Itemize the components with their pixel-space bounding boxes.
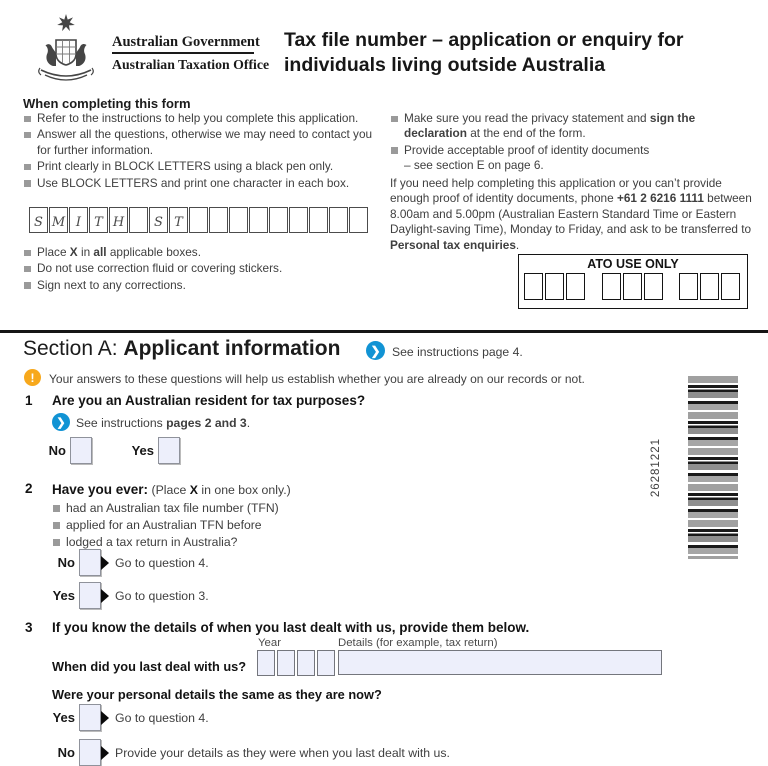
section-a-instruction: See instructions page 4. xyxy=(392,345,523,359)
ato-code-box xyxy=(524,273,543,300)
section-a-heading xyxy=(23,337,340,361)
details-label: Details (for example, tax return) xyxy=(338,637,498,649)
q1-text: Are you an Australian resident for tax purposes? xyxy=(52,393,366,408)
q3-when-label: When did you last deal with us? xyxy=(52,659,247,674)
list-item xyxy=(23,278,375,293)
list-item xyxy=(23,127,375,158)
bullet-text: Make sure you read the privacy statement and xyxy=(404,111,650,125)
ato-code-box xyxy=(602,273,621,300)
q1-instruction-text: . xyxy=(246,416,251,430)
year-boxes xyxy=(257,650,337,676)
q2-title xyxy=(52,481,291,499)
section-divider xyxy=(0,330,768,333)
q1-no-checkbox[interactable] xyxy=(70,437,92,464)
ato-code-box xyxy=(679,273,698,300)
q2-title-rest: (Place xyxy=(148,483,190,497)
example-char-box: H xyxy=(109,207,128,233)
q2-no-checkbox[interactable] xyxy=(79,549,101,576)
bullet-square-icon xyxy=(391,116,398,123)
when-completing-heading: When completing this form xyxy=(23,96,191,111)
list-item xyxy=(52,517,412,533)
q3-yes-row xyxy=(45,704,209,731)
q1-instruction xyxy=(76,416,250,430)
bullet-square-icon xyxy=(24,132,31,139)
example-char-box xyxy=(329,207,348,233)
ato-code-box xyxy=(566,273,585,300)
bullet-text: Place xyxy=(37,245,70,259)
bullet-text: Refer to the instructions to help you complete this application. xyxy=(37,111,359,125)
q1-options-row xyxy=(38,437,180,464)
example-char-box xyxy=(269,207,288,233)
privacy-instructions-list xyxy=(390,111,734,175)
warning-icon: ! xyxy=(24,369,41,386)
q3-number: 3 xyxy=(25,620,33,635)
details-field[interactable] xyxy=(338,650,662,675)
bullet-text: Provide acceptable proof of identity documents xyxy=(404,142,650,157)
goto-arrow-icon xyxy=(101,556,109,570)
q1-no-label: No xyxy=(48,443,66,458)
year-label: Year xyxy=(258,637,282,649)
list-item xyxy=(23,111,375,126)
goto-arrow-icon xyxy=(101,589,109,603)
example-character-boxes xyxy=(29,207,369,233)
ato-use-only-label: ATO USE ONLY xyxy=(587,257,679,271)
ato-box-group xyxy=(602,273,665,300)
example-char-box: S xyxy=(29,207,48,233)
q1-instructions-icon: ❯ xyxy=(52,413,70,431)
year-digit-box[interactable] xyxy=(297,650,315,676)
q1-instruction-bold: pages 2 and 3 xyxy=(166,416,247,430)
bullet-text-bold: sign the declaration xyxy=(404,111,696,141)
ato-box-group xyxy=(679,273,742,300)
example-char-box xyxy=(189,207,208,233)
bullet-square-icon xyxy=(53,505,60,512)
ato-code-box xyxy=(644,273,663,300)
ato-code-box xyxy=(700,273,719,300)
government-wordmark: Australian Government xyxy=(112,34,260,50)
q2-yes-row xyxy=(45,582,209,609)
example-char-box xyxy=(249,207,268,233)
bullet-square-icon xyxy=(24,180,31,187)
ato-code-box xyxy=(623,273,642,300)
q2-no-row xyxy=(45,549,209,576)
list-item xyxy=(390,143,734,174)
see-instructions-icon: ❯ xyxy=(366,341,385,360)
barcode xyxy=(688,376,738,559)
coat-of-arms-icon xyxy=(26,10,106,90)
list-item xyxy=(23,176,375,191)
bullet-square-icon xyxy=(24,250,31,257)
ato-box-groups xyxy=(519,271,747,300)
bullet-text-bold: X xyxy=(69,245,78,259)
bullet-text: Use BLOCK LETTERS and print one character in each box. xyxy=(37,175,350,190)
q1-number: 1 xyxy=(25,393,33,408)
list-item xyxy=(23,245,375,260)
form-title xyxy=(284,28,754,77)
help-paragraph xyxy=(390,176,756,253)
ato-use-only-box xyxy=(518,254,748,309)
example-char-box: T xyxy=(169,207,188,233)
goto-arrow-icon xyxy=(101,746,109,760)
list-item xyxy=(390,111,734,142)
example-char-box: T xyxy=(89,207,108,233)
agency-wordmark: Australian Taxation Office xyxy=(112,57,270,72)
q2-title-bold: Have you ever: xyxy=(52,482,149,497)
form-title-line1: Tax file number – application or enquiry for xyxy=(284,29,684,51)
bullet-text: lodged a tax return in Australia? xyxy=(66,535,238,550)
example-char-box: M xyxy=(49,207,68,233)
q2-criteria-list xyxy=(52,500,412,552)
example-char-box xyxy=(309,207,328,233)
help-text: between 8.00am and 5.00pm (Australian Eastern Standard Time or Eastern Daylight-saving Time), Monday to Friday, and ask to be transferred to xyxy=(390,191,752,237)
q1-yes-checkbox[interactable] xyxy=(158,437,180,464)
bullet-text: Do not use correction fluid or covering stickers. xyxy=(37,261,283,276)
bullet-square-icon xyxy=(53,522,60,529)
year-digit-box[interactable] xyxy=(277,650,295,676)
year-digit-box[interactable] xyxy=(257,650,275,676)
bullet-text: – see section E on page 6. xyxy=(404,158,544,173)
list-item xyxy=(23,261,375,276)
q2-number: 2 xyxy=(25,481,33,496)
bullet-text-bold: all xyxy=(93,245,107,259)
q1-yes-label: Yes xyxy=(131,443,154,458)
help-text: . xyxy=(515,237,520,252)
q3-same-question: Were your personal details the same as they are now? xyxy=(52,687,382,702)
barcode-number: 26281221 xyxy=(650,437,662,498)
q3-yes-label: Yes xyxy=(52,710,75,725)
q3-text: If you know the details of when you last dealt with us, provide them below. xyxy=(52,620,530,635)
form-title-line2: individuals living outside Australia xyxy=(284,53,606,76)
bullet-square-icon xyxy=(24,164,31,171)
bullet-text: applied for an Australian TFN before xyxy=(66,518,262,533)
example-char-box xyxy=(289,207,308,233)
q1-instruction-text: See instructions xyxy=(76,416,167,430)
bullet-text: applicable boxes. xyxy=(106,245,201,259)
wordmark-divider xyxy=(112,52,254,54)
q2-no-label: No xyxy=(57,555,75,570)
q2-yes-label: Yes xyxy=(52,588,75,603)
q2-yes-checkbox[interactable] xyxy=(79,582,101,609)
ato-code-box xyxy=(545,273,564,300)
list-item xyxy=(23,159,375,174)
bullet-text: Answer all the questions, otherwise we may need to contact you for further information. xyxy=(37,127,373,157)
help-text-bold: Personal tax enquiries xyxy=(390,237,516,252)
help-phone-number: +61 2 6216 1111 xyxy=(616,191,704,206)
bullet-text: Print clearly in BLOCK LETTERS using a black pen only. xyxy=(37,159,334,174)
bullet-square-icon xyxy=(24,282,31,289)
help-text: If you need help completing this application or you can’t provide enough proof of identity documents, phone xyxy=(390,176,722,206)
example-char-box xyxy=(229,207,248,233)
q3-no-checkbox[interactable] xyxy=(79,739,101,766)
example-char-box: I xyxy=(69,207,88,233)
bullet-text: at the end of the form. xyxy=(466,126,586,141)
q2-no-action: Go to question 4. xyxy=(115,555,209,570)
completing-instructions-list xyxy=(23,111,375,192)
q3-yes-action: Go to question 4. xyxy=(115,710,209,725)
q3-yes-checkbox[interactable] xyxy=(79,704,101,731)
ato-code-box xyxy=(721,273,740,300)
bullet-square-icon xyxy=(24,266,31,273)
q3-no-action: Provide your details as they were when you last dealt with us. xyxy=(115,745,450,760)
section-a-notice: Your answers to these questions will help us establish whether you are already on our records or not. xyxy=(49,372,585,386)
section-a-title: Applicant information xyxy=(123,337,341,360)
list-item xyxy=(52,500,412,516)
year-digit-box[interactable] xyxy=(317,650,335,676)
q2-title-x: X xyxy=(189,483,198,497)
q2-yes-action: Go to question 3. xyxy=(115,588,209,603)
example-char-box xyxy=(209,207,228,233)
bullet-text: had an Australian tax file number (TFN) xyxy=(66,501,279,515)
example-char-box xyxy=(129,207,148,233)
example-char-box: S xyxy=(149,207,168,233)
q3-no-label: No xyxy=(57,745,75,760)
ato-box-group xyxy=(524,273,587,300)
section-a-prefix: Section A: xyxy=(23,337,118,360)
barcode-number-wrap xyxy=(648,376,664,559)
bullet-square-icon xyxy=(24,116,31,123)
q2-title-rest: in one box only.) xyxy=(197,483,291,497)
q3-no-row xyxy=(45,739,450,766)
completing-instructions-list-2 xyxy=(23,245,375,294)
bullet-text: in xyxy=(77,245,94,259)
example-char-box xyxy=(349,207,368,233)
bullet-square-icon xyxy=(53,539,60,546)
bullet-square-icon xyxy=(391,147,398,154)
goto-arrow-icon xyxy=(101,711,109,725)
bullet-text: Sign next to any corrections. xyxy=(37,277,186,292)
